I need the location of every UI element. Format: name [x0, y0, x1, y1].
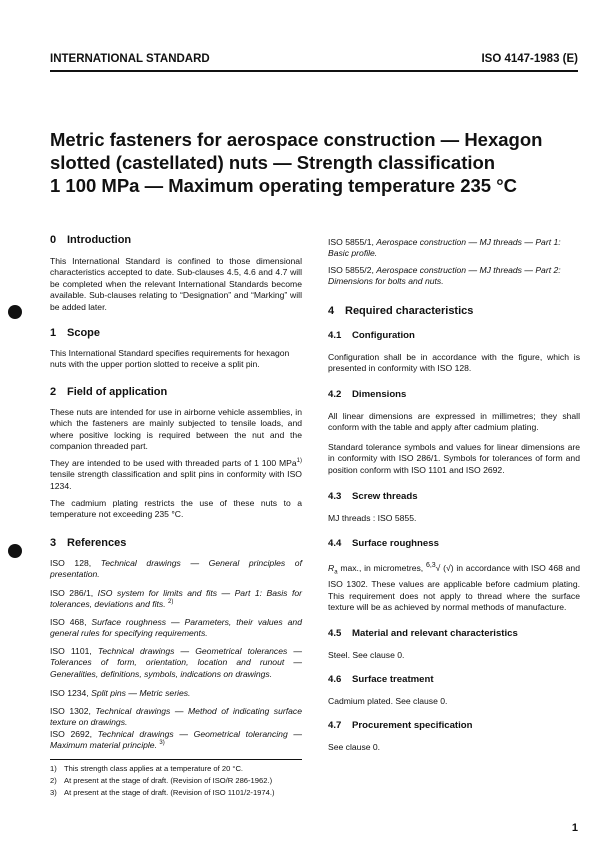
dimensions-paragraph-2: Standard tolerance symbols and values for linear dimensions are in conformity with ISO 286/1. Symbols for tolerances of form and position conform with ISO 1101 and ISO 2692. — [328, 442, 580, 475]
footnote-rule — [50, 759, 302, 760]
introduction-text: This International Standard is confined to those dimensional characteristics accepted to date. Sub-clauses 4.5, 4.6 and 4.7 will be completed when the relevant International Standards become available. Sub-clauses relating to “Designation” and “Marking” will be added later. — [50, 256, 302, 312]
section-heading-scope: 1 Scope — [50, 327, 101, 339]
subsection-heading-material: 4.5 Material and relevant characteristics — [328, 628, 518, 639]
header-rule — [50, 70, 578, 72]
section-heading-required-characteristics: 4 Required characteristics — [328, 305, 474, 317]
reference-item: ISO 1234, Split pins — Metric series. — [50, 688, 191, 698]
reference-item: ISO 128, Technical drawings — General principles of presentation. — [50, 558, 302, 580]
subsection-heading-surface-roughness: 4.4 Surface roughness — [328, 538, 439, 549]
material-text: Steel. See clause 0. — [328, 650, 405, 660]
subsection-heading-screw-threads: 4.3 Screw threads — [328, 491, 418, 502]
reference-item: ISO 5855/2, Aerospace construction — MJ threads — Part 2: Dimensions for bolts and nuts. — [328, 265, 561, 287]
title-line-2: slotted (castellated) nuts — Strength classification — [50, 152, 496, 173]
running-header-docnumber: ISO 4147-1983 (E) — [481, 53, 578, 65]
page-number: 1 — [571, 822, 578, 834]
reference-item: ISO 286/1, ISO system for limits and fits — Part 1: Basis for tolerances, deviations and fits. $^{2)}$ — [50, 588, 302, 610]
procurement-text: See clause 0. — [328, 742, 381, 752]
footnote: 2) At present at the stage of draft. (Revision of ISO/R 286-1962.) — [50, 776, 273, 785]
field-paragraph-2: They are intended to be used with threaded parts of 1 100 MPa$^{1)}$ tensile strength classification and split pins in conformity with ISO 1234. — [50, 458, 302, 491]
section-heading-introduction: 0 Introduction — [50, 234, 132, 246]
roughness-value: 6,3 — [425, 562, 436, 569]
subsection-heading-surface-treatment: 4.6 Surface treatment — [328, 674, 434, 685]
reference-item: ISO 5855/1, Aerospace construction — MJ threads — Part 1: Basic profile. — [328, 237, 561, 259]
title-line-3: 1 100 MPa — Maximum operating temperature 235 °C — [50, 175, 517, 196]
footnote: 1) This strength class applies at a temperature of 20 °C. — [50, 764, 244, 773]
reference-item: ISO 1101, Technical drawings — Geometrical tolerances — Tolerances of form, orientation, location and runout — Generalities, definitions, symbols, indications on drawings. — [50, 646, 303, 679]
field-paragraph-3: The cadmium plating restricts the use of these nuts to a temperature not exceeding 235 °C. — [50, 498, 302, 520]
scope-text: This International Standard specifies requirements for hexagon nuts with the upper portion slotted to receive a split pin. — [50, 348, 290, 370]
subsection-heading-dimensions: 4.2 Dimensions — [328, 389, 407, 400]
surface-treatment-text: Cadmium plated. See clause 0. — [328, 696, 448, 706]
margin-bullet-mark — [8, 544, 22, 558]
title-line-1: Metric fasteners for aerospace construction — Hexagon — [50, 129, 543, 150]
reference-item: ISO 1302, Technical drawings — Method of indicating surface texture on drawings. — [50, 706, 302, 728]
field-paragraph-1: These nuts are intended for use in airborne vehicle assemblies, in which the fasteners are mainly subjected to tensile loads, and where positive locking is required between the nut and the companion threaded part. — [50, 407, 302, 452]
section-heading-references: 3 References — [50, 537, 127, 549]
subsection-heading-procurement: 4.7 Procurement specification — [328, 720, 473, 731]
dimensions-paragraph-1: All linear dimensions are expressed in millimetres; they shall conform with the table and apply after cadmium plating. — [328, 411, 580, 433]
section-heading-field: 2 Field of application — [50, 386, 168, 398]
subsection-heading-configuration: 4.1 Configuration — [328, 330, 415, 341]
configuration-text: Configuration shall be in accordance with the figure, which is presented in conformity with ISO 128. — [328, 352, 580, 374]
surface-roughness-text: $R_a$ max., in micrometres, 6,3√ (√) in accordance with ISO 468 and ISO 1302. These values are applicable before cadmium plating. This requirement does not apply to thread where the surface texture will be as achieved by normal methods of manufacture. — [328, 562, 580, 612]
reference-item: ISO 2692, Technical drawings — Geometrical tolerancing — Maximum material principle. $^{3)}$ — [50, 729, 302, 751]
screw-threads-text: MJ threads : ISO 5855. — [328, 513, 417, 523]
reference-item: ISO 468, Surface roughness — Parameters, their values and general rules for specifying requirements. — [50, 617, 302, 639]
running-header-title: INTERNATIONAL STANDARD — [50, 53, 210, 65]
footnote: 3) At present at the stage of draft. (Revision of ISO 1101/2-1974.) — [50, 788, 275, 797]
document-title — [50, 128, 590, 197]
margin-bullet-mark — [8, 305, 22, 319]
